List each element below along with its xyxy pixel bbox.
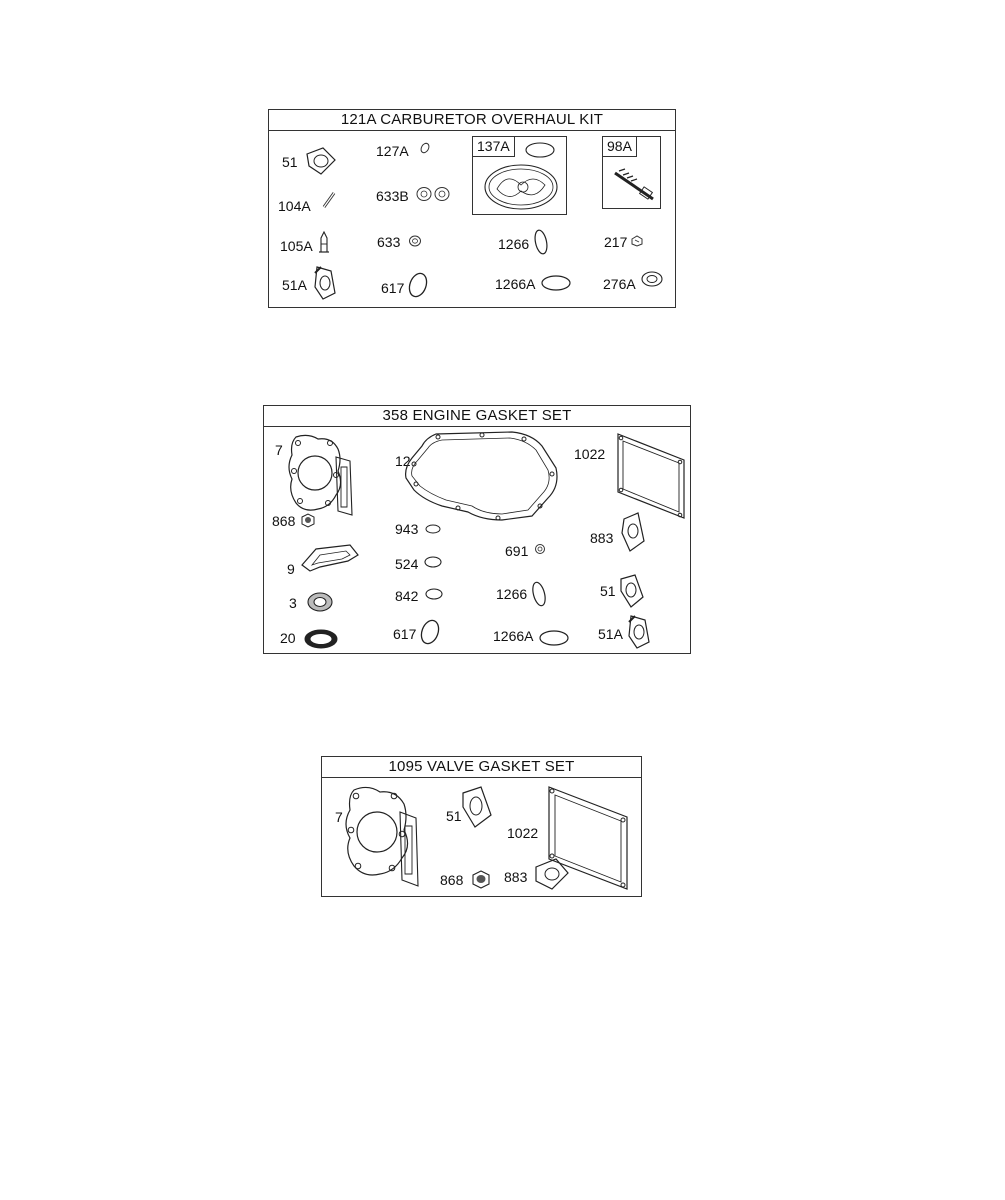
part-label-1022: 1022: [574, 446, 606, 462]
gasket-883-drawing: [532, 857, 570, 891]
part-label-868: 868: [440, 872, 464, 888]
o-ring-524-drawing: [423, 555, 443, 569]
needle-valve-98A-drawing: [611, 167, 657, 203]
part-label-842: 842: [395, 588, 419, 604]
part-label-883: 883: [590, 530, 614, 546]
part-label-12: 12: [395, 453, 411, 469]
kit-title: 1095 VALVE GASKET SET: [322, 757, 641, 778]
part-label-51A: 51A: [282, 277, 307, 293]
float-bowl-gasket-137A-drawing: [483, 163, 559, 211]
part-label-137A: 137A: [473, 137, 515, 157]
part-label-217: 217: [604, 234, 628, 250]
part-label-883: 883: [504, 869, 528, 885]
part-label-1022: 1022: [507, 825, 539, 841]
gasket-51-drawing: [459, 785, 493, 829]
part-label-51A: 51A: [598, 626, 623, 642]
part-label-868: 868: [272, 513, 296, 529]
gasket-51A-drawing: [625, 614, 651, 650]
carburetor-overhaul-kit: [268, 109, 676, 308]
oil-seal-20-drawing: [302, 628, 340, 650]
cover-gasket-1022-drawing: [614, 430, 688, 522]
part-label-943: 943: [395, 521, 419, 537]
part-label-1266: 1266: [496, 586, 528, 602]
washer-691-drawing: [534, 543, 546, 555]
part-label-524: 524: [395, 556, 419, 572]
kit-137A-box: [472, 136, 567, 215]
jet-105A-drawing: [317, 230, 331, 256]
washer-633-drawing: [408, 234, 422, 248]
part-label-20: 20: [280, 630, 296, 646]
oil-seal-3-drawing: [306, 591, 334, 613]
head-gasket-7-drawing: [286, 431, 354, 521]
kit-title: 358 ENGINE GASKET SET: [264, 406, 690, 427]
washers-633B-drawing: [415, 186, 453, 202]
washer-276A-drawing: [640, 270, 664, 288]
pin-104A-drawing: [321, 190, 337, 210]
part-label-98A: 98A: [603, 137, 637, 157]
part-label-633B: 633B: [376, 188, 409, 204]
part-label-51: 51: [600, 583, 616, 599]
part-label-51: 51: [446, 808, 462, 824]
part-label-105A: 105A: [280, 238, 313, 254]
o-ring-1266-drawing: [532, 227, 550, 257]
part-label-1266A: 1266A: [493, 628, 534, 644]
part-label-1266A: 1266A: [495, 276, 536, 292]
gasket-883-drawing: [620, 511, 646, 553]
cap-217-drawing: [630, 234, 644, 248]
crankcase-gasket-12-drawing: [402, 428, 562, 524]
part-label-7: 7: [275, 442, 283, 458]
o-ring-943-drawing: [424, 523, 442, 535]
kit-title: 121A CARBURETOR OVERHAUL KIT: [269, 110, 675, 131]
valve-gasket-set: [321, 756, 642, 897]
part-label-691: 691: [505, 543, 529, 559]
o-ring-617-drawing: [406, 270, 430, 300]
valve-seal-868-drawing: [300, 512, 316, 528]
kit-98A-box: [602, 136, 661, 209]
part-label-127A: 127A: [376, 143, 409, 159]
engine-gasket-set: [263, 405, 691, 654]
part-label-7: 7: [335, 809, 343, 825]
part-label-276A: 276A: [603, 276, 636, 292]
o-ring-617-drawing: [418, 617, 442, 647]
o-ring-842-drawing: [424, 587, 444, 601]
valve-seal-868-drawing: [470, 869, 492, 889]
o-ring-1266A-drawing: [540, 274, 572, 292]
part-label-104A: 104A: [278, 198, 311, 214]
part-label-617: 617: [393, 626, 417, 642]
part-label-617: 617: [381, 280, 405, 296]
seal-137A-drawing: [523, 141, 557, 159]
gasket-51-drawing: [303, 146, 339, 176]
part-label-51: 51: [282, 154, 298, 170]
o-ring-1266A-drawing: [538, 629, 570, 647]
intake-gasket-9-drawing: [298, 543, 362, 573]
part-label-1266: 1266: [498, 236, 530, 252]
gasket-51A-drawing: [311, 265, 337, 301]
part-label-9: 9: [287, 561, 295, 577]
part-label-3: 3: [289, 595, 297, 611]
o-ring-1266-drawing: [530, 579, 548, 609]
gasket-51-drawing: [617, 573, 645, 609]
part-label-633: 633: [377, 234, 401, 250]
head-gasket-7-drawing: [342, 782, 422, 892]
o-ring-127A-drawing: [419, 142, 431, 154]
